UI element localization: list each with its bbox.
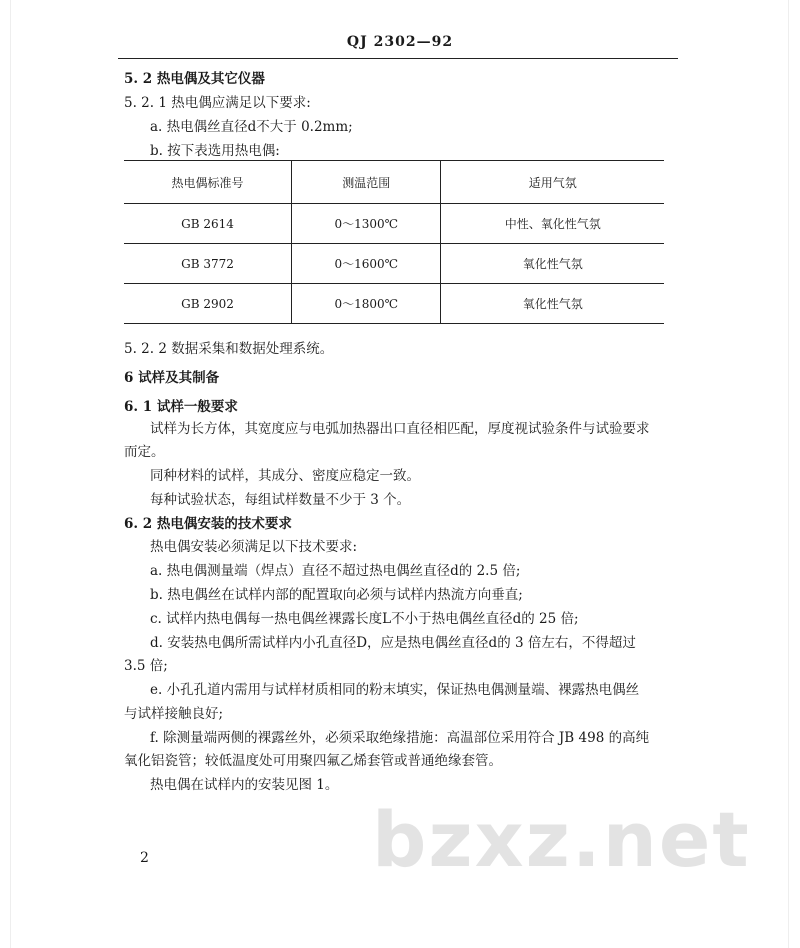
clause-5-2-1: 5. 2. 1 热电偶应满足以下要求: — [124, 95, 311, 111]
heading-6-1: 6. 1 试样一般要求 — [124, 399, 238, 415]
table-cell: 0～1600℃ — [292, 244, 441, 284]
table-header-cell: 热电偶标准号 — [124, 161, 292, 204]
table-cell: GB 2902 — [124, 284, 292, 324]
header-rule — [118, 58, 678, 59]
table-row — [124, 244, 664, 284]
table-cell: 0～1300℃ — [292, 204, 441, 244]
scan-edge-right — [788, 0, 789, 948]
paragraph-6-1-1-cont: 而定。 — [124, 444, 165, 460]
table-cell: GB 2614 — [124, 204, 292, 244]
clause-6-2-e: e. 小孔孔道内需用与试样材质相同的粉末填实，保证热电偶测量端、裸露热电偶丝 — [150, 682, 640, 698]
clause-6-2-b: b. 热电偶丝在试样内部的配置取向必须与试样内热流方向垂直; — [150, 587, 523, 603]
clause-5-2-1-b: b. 按下表选用热电偶: — [150, 143, 280, 159]
page-number: 2 — [140, 850, 149, 866]
paragraph-6-1-3: 每种试验状态，每组试样数量不少于 3 个。 — [150, 492, 411, 508]
table-cell: 氧化性气氛 — [441, 284, 664, 324]
paragraph-6-1-1: 试样为长方体，其宽度应与电弧加热器出口直径相匹配，厚度视试验条件与试验要求 — [150, 421, 650, 437]
document-id-header: QJ 2302—92 — [346, 34, 454, 50]
clause-6-2-f: f. 除测量端两侧的裸露丝外，必须采取绝缘措施：高温部位采用符合 JB 498 的高纯 — [150, 730, 650, 746]
paragraph-6-2-intro: 热电偶安装必须满足以下技术要求: — [150, 539, 358, 555]
table-cell: 氧化性气氛 — [441, 244, 664, 284]
clause-6-2-e-cont: 与试样接触良好; — [124, 706, 224, 722]
heading-5-2: 5. 2 热电偶及其它仪器 — [124, 71, 265, 87]
thermocouple-table — [124, 160, 664, 324]
heading-6-2: 6. 2 热电偶安装的技术要求 — [124, 516, 292, 532]
table-cell: GB 3772 — [124, 244, 292, 284]
table-cell: 0～1800℃ — [292, 284, 441, 324]
table-header-row — [124, 161, 664, 204]
table-header-cell: 适用气氛 — [441, 161, 664, 204]
clause-5-2-1-a: a. 热电偶丝直径d不大于 0.2mm; — [150, 119, 353, 135]
clause-6-2-d: d. 安装热电偶所需试样内小孔直径D，应是热电偶丝直径d的 3 倍左右，不得超过 — [150, 635, 636, 651]
clause-5-2-2: 5. 2. 2 数据采集和数据处理系统。 — [124, 341, 334, 357]
heading-6: 6 试样及其制备 — [124, 370, 220, 386]
watermark-text: bzxz.net — [372, 795, 751, 884]
paragraph-6-1-2: 同种材料的试样，其成分、密度应稳定一致。 — [150, 468, 420, 484]
scan-edge-left — [10, 0, 11, 948]
clause-6-2-c: c. 试样内热电偶每一热电偶丝裸露长度L不小于热电偶丝直径d的 25 倍; — [150, 611, 579, 627]
table-header-cell: 测温范围 — [292, 161, 441, 204]
table-cell: 中性、氧化性气氛 — [441, 204, 664, 244]
table-row — [124, 204, 664, 244]
clause-6-2-f-cont: 氧化铝瓷管；较低温度处可用聚四氟乙烯套管或普通绝缘套管。 — [124, 753, 502, 769]
table-row — [124, 284, 664, 324]
clause-6-2-a: a. 热电偶测量端（焊点）直径不超过热电偶丝直径d的 2.5 倍; — [150, 563, 521, 579]
paragraph-6-2-end: 热电偶在试样内的安装见图 1。 — [150, 777, 339, 793]
clause-6-2-d-cont: 3.5 倍; — [124, 658, 168, 674]
